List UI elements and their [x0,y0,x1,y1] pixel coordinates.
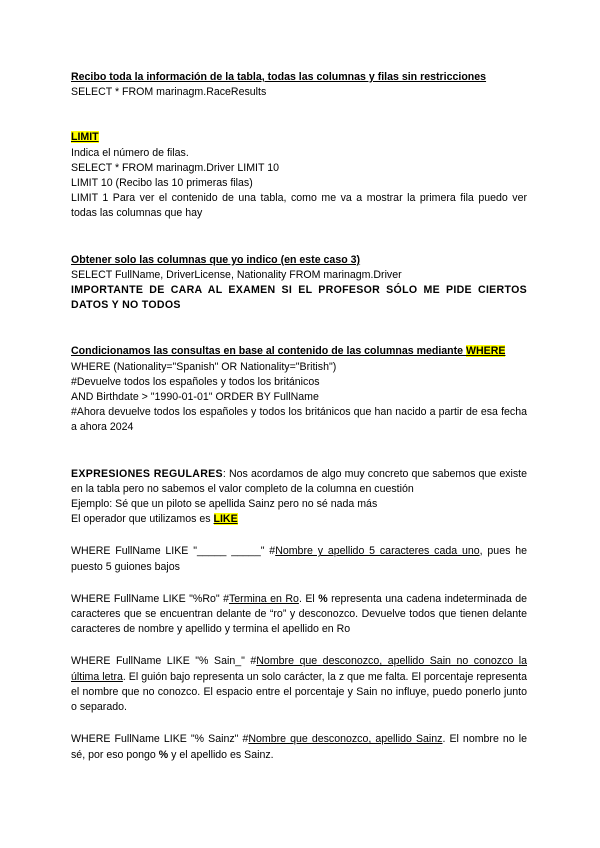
query-select-all: SELECT * FROM marinagm.RaceResults [71,86,267,99]
limit-line: LIMIT 1 Para ver el contenido de una tabla, como me va a mostrar la primera fila puedo ver todas las columnas que hay [71,192,527,220]
where-line: #Devuelve todos los españoles y todos los británicos [71,375,320,388]
where-line: AND Birthdate > "1990-01-01" ORDER BY FullName [71,391,319,404]
where-line: WHERE (Nationality="Spanish" OR Nationality="British") [71,360,337,373]
like-example-1: WHERE FullName LIKE "_____ _____" #Nombre y apellido 5 caracteres cada uno, pues he puesto 5 guiones bajos [71,545,527,573]
section-heading-where: Condicionamos las consultas en base al contenido de las columnas mediante WHERE [71,345,506,358]
limit-line: LIMIT 10 (Recibo las 10 primeras filas) [71,177,253,190]
where-highlight: WHERE [466,345,506,358]
regex-intro: EXPRESIONES REGULARES: Nos acordamos de algo muy concreto que sabemos que existe en la tabla pero no sabemos el valor completo de la columna en cuestión [71,467,527,495]
like-highlight: LIKE [213,513,238,526]
where-line: #Ahora devuelve todos los españoles y todos los británicos que han nacido a partir de esa fecha a ahora 2024 [71,406,527,434]
limit-highlight: LIMIT [71,131,99,144]
section-heading-limit [71,130,527,145]
section-heading-select-all: Recibo toda la información de la tabla, todas las columnas y filas sin restricciones [71,71,487,83]
like-example-4: WHERE FullName LIKE "% Sainz" #Nombre que desconozco, apellido Sainz. El nombre no le sé, por eso pongo % y el apellido es Sainz. [71,733,527,761]
regex-example: Ejemplo: Sé que un piloto se apellida Sainz pero no sé nada más [71,498,378,511]
like-example-2: WHERE FullName LIKE "%Ro" #Termina en Ro. El % representa una cadena indeterminada de caracteres que se encuentran delante de “ro” y desconozco. Devuelve todos que tienen delante caracteres de nombre y apellido y termina el apellido en Ro [71,592,528,636]
query-select-columns: SELECT FullName, DriverLicense, Nationality FROM marinagm.Driver [71,268,402,281]
section-heading-columns: Obtener solo las columnas que yo indico (en este caso 3) [71,253,361,266]
limit-line: Indica el número de filas. [71,146,189,159]
like-example-3: WHERE FullName LIKE "% Sain_" #Nombre que desconozco, apellido Sain no conozco la última letra. El guión bajo representa un solo carácter, la z que me falta. El porcentaje representa el nombre que no conozco. El espacio entre el porcentaje y Sain no influye, puedo ponerlo junto o separado. [71,655,528,714]
document-page [71,70,527,763]
limit-line: SELECT * FROM marinagm.Driver LIMIT 10 [71,161,280,174]
regex-operator: El operador que utilizamos es LIKE [71,513,238,526]
important-note: IMPORTANTE DE CARA AL EXAMEN SI EL PROFESOR SÓLO ME PIDE CIERTOS DATOS Y NO TODOS [71,284,527,312]
